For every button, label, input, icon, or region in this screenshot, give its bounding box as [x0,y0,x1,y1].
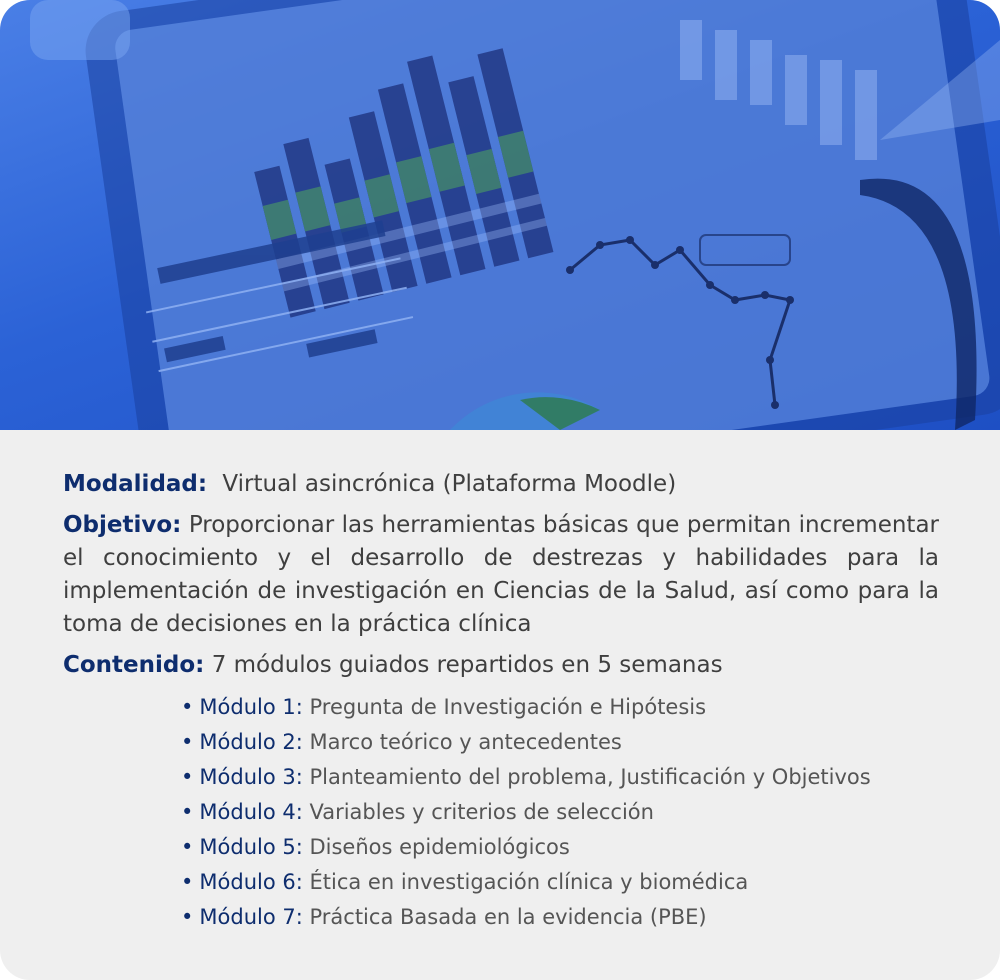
list-item: • Módulo 6: Ética en investigación clínica y biomédica [181,870,749,894]
contenido-label: Contenido: [63,652,205,678]
modalidad-row [63,468,939,501]
list-item: • Módulo 3: Planteamiento del problema, Justificación y Objetivos [181,765,871,789]
module-label: Módulo 4 [199,800,296,824]
chart-photo-icon [0,0,1000,430]
course-details [63,468,939,935]
module-title: Variables y criterios de selección [309,800,654,824]
list-item: • Módulo 4: Variables y criterios de selección [181,800,654,824]
bullet-icon: • [181,870,194,894]
objetivo-row [63,509,939,641]
module-title: Ética en investigación clínica y biomédica [309,870,749,894]
bullet-icon: • [181,695,194,719]
hero-image [0,0,1000,430]
module-title: Práctica Basada en la evidencia (PBE) [309,905,707,929]
modalidad-value: Virtual asincrónica (Plataforma Moodle) [222,471,677,497]
list-item: • Módulo 5: Diseños epidemiológicos [181,835,570,859]
list-item: • Módulo 1: Pregunta de Investigación e Hipótesis [181,695,707,719]
module-label: Módulo 2 [199,730,296,754]
bullet-icon: • [181,835,194,859]
module-label: Módulo 1 [199,695,296,719]
bullet-icon: • [181,765,194,789]
module-title: Diseños epidemiológicos [309,835,570,859]
module-label: Módulo 7 [199,905,296,929]
contenido-row [63,649,939,682]
module-title: Marco teórico y antecedentes [309,730,622,754]
list-item: • Módulo 7: Práctica Basada en la evidencia (PBE) [181,905,707,929]
modalidad-label: Modalidad: [63,471,208,497]
module-title: Pregunta de Investigación e Hipótesis [309,695,707,719]
module-label: Módulo 6 [199,870,296,894]
bullet-icon: • [181,800,194,824]
bullet-icon: • [181,905,194,929]
module-label: Módulo 3 [199,765,296,789]
objetivo-value: Proporcionar las herramientas básicas que permitan incrementar el conocimiento y el desarrollo de destrezas y habilidades para la implementación de investigación en Ciencias de la Salud, así como para la toma de decisiones en la práctica clínica [63,512,939,637]
module-title: Planteamiento del problema, Justificación y Objetivos [309,765,871,789]
list-item: • Módulo 2: Marco teórico y antecedentes [181,730,622,754]
module-label: Módulo 5 [199,835,296,859]
objetivo-label: Objetivo: [63,512,182,538]
modules-list [63,690,939,935]
contenido-value: 7 módulos guiados repartidos en 5 semanas [211,652,723,678]
bullet-icon: • [181,730,194,754]
